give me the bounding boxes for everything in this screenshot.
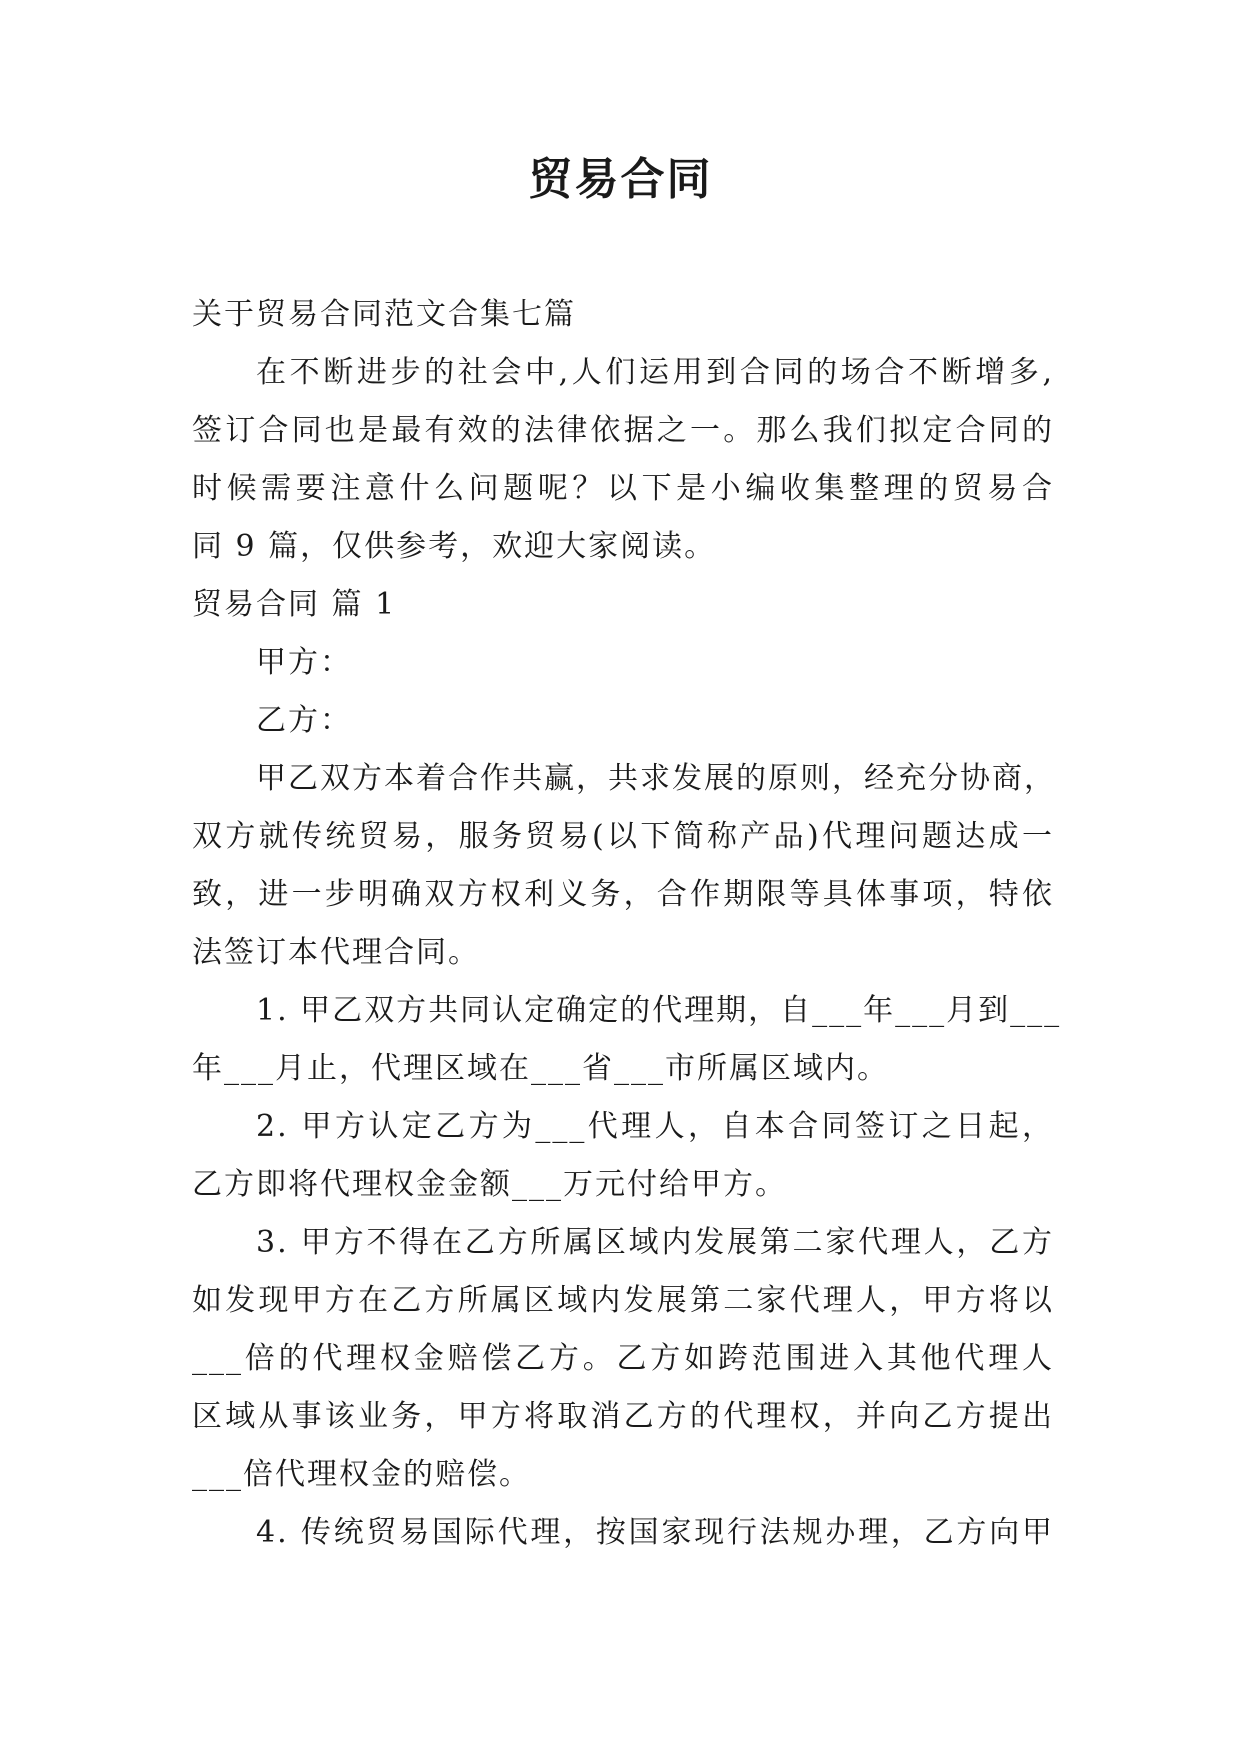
paragraph-line: 如发现甲方在乙方所属区域内发展第二家代理人，甲方将以 (192, 1283, 1054, 1318)
paragraph-line: 同 9 篇，仅供参考，欢迎大家阅读。 (192, 529, 717, 564)
paragraph-line: 乙方： (256, 703, 352, 738)
paragraph-line: 甲方： (256, 645, 352, 680)
paragraph-line: 时候需要注意什么问题呢？以下是小编收集整理的贸易合 (192, 471, 1054, 506)
paragraph-line: 2. 甲方认定乙方为___代理人，自本合同签订之日起， (256, 1109, 1054, 1144)
paragraph-line: 在不断进步的社会中,人们运用到合同的场合不断增多, (256, 355, 1054, 390)
paragraph-line: 双方就传统贸易，服务贸易(以下简称产品)代理问题达成一 (192, 819, 1054, 854)
paragraph-line: 甲乙双方本着合作共赢，共求发展的原则，经充分协商， (256, 761, 1056, 796)
document-title: 贸易合同 (528, 154, 713, 205)
paragraph-line: 4. 传统贸易国际代理，按国家现行法规办理，乙方向甲 (256, 1515, 1054, 1550)
paragraph-line: 3. 甲方不得在乙方所属区域内发展第二家代理人，乙方 (256, 1225, 1054, 1260)
paragraph-line: 关于贸易合同范文合集七篇 (192, 297, 576, 332)
paragraph-line: ___倍的代理权金赔偿乙方。乙方如跨范围进入其他代理人 (192, 1341, 1054, 1376)
paragraph-line: 乙方即将代理权金金额___万元付给甲方。 (192, 1167, 787, 1202)
document-body (192, 286, 1062, 1562)
paragraph-line: 法签订本代理合同。 (192, 935, 480, 970)
paragraph-line: 致，进一步明确双方权利义务，合作期限等具体事项，特依 (192, 877, 1054, 912)
paragraph-line: 1. 甲乙双方共同认定确定的代理期，自___年___月到___ (256, 993, 1062, 1028)
paragraph-line: 年___月止，代理区域在___省___市所属区域内。 (192, 1051, 889, 1086)
paragraph-line: 贸易合同 篇 1 (192, 587, 397, 622)
paragraph-line: 签订合同也是最有效的法律依据之一。那么我们拟定合同的 (192, 413, 1054, 448)
paragraph-line: 区域从事该业务，甲方将取消乙方的代理权，并向乙方提出 (192, 1399, 1054, 1434)
paragraph-line: ___倍代理权金的赔偿。 (192, 1457, 531, 1492)
